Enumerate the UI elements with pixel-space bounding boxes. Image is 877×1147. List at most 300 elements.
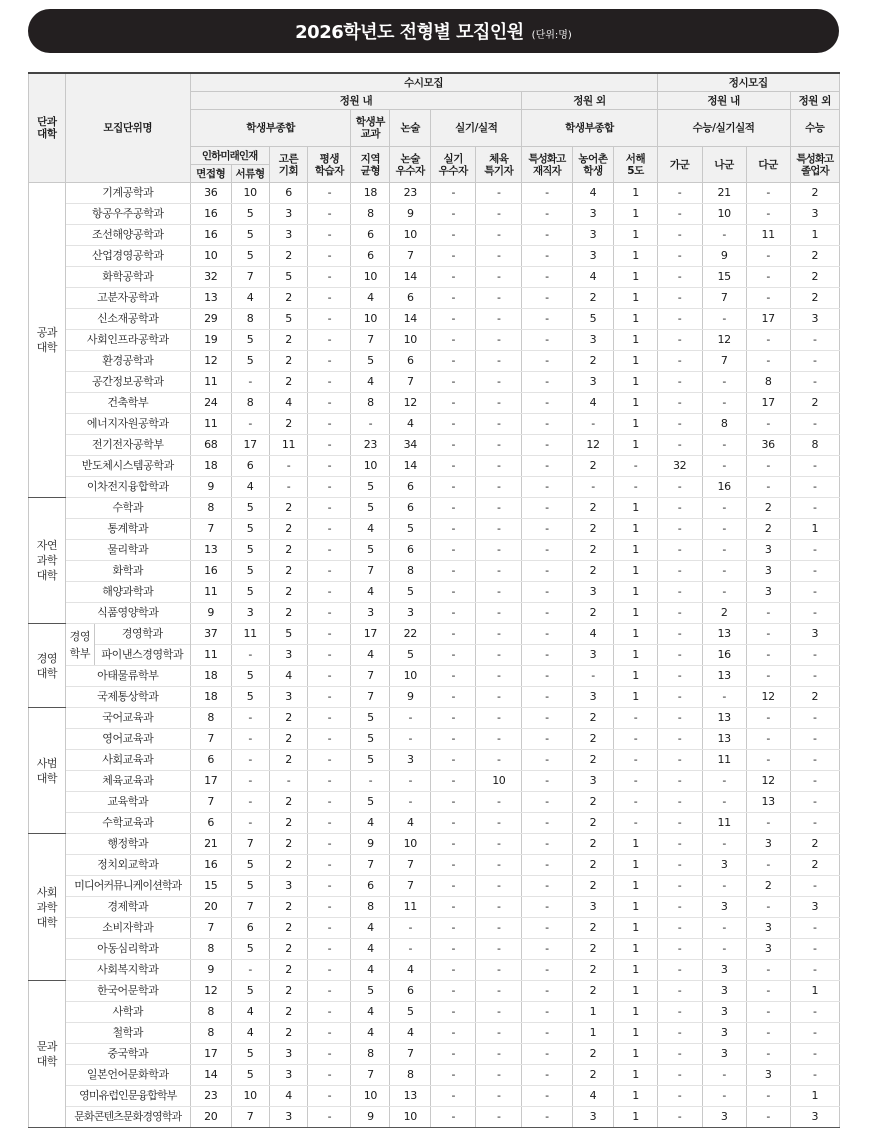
unit-name: 철학과 bbox=[65, 1023, 190, 1044]
count-cell: - bbox=[476, 897, 522, 918]
count-cell: - bbox=[308, 582, 351, 603]
count-cell: 29 bbox=[190, 309, 231, 330]
count-cell: 4 bbox=[572, 183, 614, 204]
hdr-teukseong-jaejik: 특성화고 재직자 bbox=[522, 147, 572, 183]
count-cell: 2 bbox=[269, 372, 308, 393]
count-cell: - bbox=[308, 813, 351, 834]
hdr-hakgyo: 학생부 교과 bbox=[351, 110, 390, 147]
count-cell: 11 bbox=[702, 813, 746, 834]
unit-name: 행정학과 bbox=[65, 834, 190, 855]
count-cell: 2 bbox=[790, 183, 839, 204]
count-cell: 5 bbox=[572, 309, 614, 330]
count-cell: 5 bbox=[351, 708, 390, 729]
count-cell: - bbox=[390, 708, 431, 729]
count-cell: 2 bbox=[269, 813, 308, 834]
count-cell: 5 bbox=[231, 225, 269, 246]
count-cell: 7 bbox=[190, 792, 231, 813]
count-cell: - bbox=[790, 540, 839, 561]
count-cell: 3 bbox=[746, 540, 790, 561]
unit-name: 이차전지융합학과 bbox=[65, 477, 190, 498]
count-cell: - bbox=[657, 414, 702, 435]
count-cell: 2 bbox=[269, 792, 308, 813]
count-cell: 7 bbox=[390, 1044, 431, 1065]
count-cell: 19 bbox=[190, 330, 231, 351]
count-cell: - bbox=[431, 456, 476, 477]
table-row bbox=[29, 1002, 840, 1023]
count-cell: 7 bbox=[190, 918, 231, 939]
count-cell: 5 bbox=[390, 1002, 431, 1023]
hdr-ga: 가군 bbox=[657, 147, 702, 183]
count-cell: - bbox=[572, 477, 614, 498]
count-cell: - bbox=[657, 309, 702, 330]
count-cell: - bbox=[308, 603, 351, 624]
unit-name: 수학과 bbox=[65, 498, 190, 519]
count-cell: - bbox=[657, 372, 702, 393]
count-cell: 5 bbox=[231, 351, 269, 372]
unit-name: 소비자학과 bbox=[65, 918, 190, 939]
count-cell: - bbox=[351, 771, 390, 792]
count-cell: - bbox=[790, 582, 839, 603]
count-cell: 1 bbox=[572, 1023, 614, 1044]
count-cell: - bbox=[657, 876, 702, 897]
unit-name: 영어교육과 bbox=[65, 729, 190, 750]
unit-name: 식품영양학과 bbox=[65, 603, 190, 624]
count-cell: - bbox=[790, 960, 839, 981]
count-cell: - bbox=[476, 876, 522, 897]
count-cell: - bbox=[431, 624, 476, 645]
count-cell: 3 bbox=[746, 561, 790, 582]
count-cell: - bbox=[431, 813, 476, 834]
count-cell: - bbox=[231, 792, 269, 813]
count-cell: 3 bbox=[790, 1107, 839, 1128]
table-row bbox=[29, 204, 840, 225]
count-cell: 2 bbox=[572, 603, 614, 624]
count-cell: 7 bbox=[390, 876, 431, 897]
count-cell: - bbox=[522, 561, 572, 582]
count-cell: 5 bbox=[351, 477, 390, 498]
count-cell: - bbox=[308, 960, 351, 981]
count-cell: - bbox=[351, 414, 390, 435]
count-cell: 3 bbox=[572, 687, 614, 708]
count-cell: 24 bbox=[190, 393, 231, 414]
count-cell: - bbox=[657, 1023, 702, 1044]
count-cell: - bbox=[476, 1086, 522, 1107]
count-cell: 17 bbox=[190, 771, 231, 792]
count-cell: - bbox=[657, 750, 702, 771]
count-cell: 2 bbox=[269, 1023, 308, 1044]
count-cell: - bbox=[522, 981, 572, 1002]
count-cell: 9 bbox=[190, 477, 231, 498]
count-cell: 1 bbox=[614, 1023, 657, 1044]
count-cell: 17 bbox=[190, 1044, 231, 1065]
count-cell: 13 bbox=[702, 624, 746, 645]
count-cell: 1 bbox=[614, 1107, 657, 1128]
unit-name: 중국학과 bbox=[65, 1044, 190, 1065]
count-cell: - bbox=[431, 918, 476, 939]
count-cell: - bbox=[746, 1044, 790, 1065]
count-cell: 3 bbox=[572, 582, 614, 603]
count-cell: - bbox=[702, 582, 746, 603]
count-cell: - bbox=[657, 918, 702, 939]
count-cell: 4 bbox=[351, 519, 390, 540]
college-name: 사범 대학 bbox=[29, 708, 66, 834]
hdr-teukseong-jol: 특성화고 졸업자 bbox=[790, 147, 839, 183]
count-cell: 3 bbox=[702, 1044, 746, 1065]
count-cell: - bbox=[431, 288, 476, 309]
count-cell: 4 bbox=[351, 918, 390, 939]
count-cell: 2 bbox=[269, 498, 308, 519]
count-cell: - bbox=[572, 666, 614, 687]
count-cell: 3 bbox=[790, 204, 839, 225]
count-cell: - bbox=[390, 792, 431, 813]
count-cell: - bbox=[431, 729, 476, 750]
count-cell: 3 bbox=[746, 918, 790, 939]
count-cell: 16 bbox=[702, 477, 746, 498]
count-cell: 3 bbox=[702, 981, 746, 1002]
page-title: 2026학년도 전형별 모집인원 bbox=[295, 22, 524, 43]
count-cell: - bbox=[702, 456, 746, 477]
count-cell: 8 bbox=[231, 309, 269, 330]
count-cell: 5 bbox=[351, 981, 390, 1002]
count-cell: 8 bbox=[351, 393, 390, 414]
count-cell: 1 bbox=[614, 225, 657, 246]
count-cell: - bbox=[431, 309, 476, 330]
count-cell: - bbox=[308, 519, 351, 540]
hdr-nonsul-u: 논술 우수자 bbox=[390, 147, 431, 183]
count-cell: 7 bbox=[390, 246, 431, 267]
count-cell: - bbox=[657, 897, 702, 918]
count-cell: - bbox=[476, 813, 522, 834]
count-cell: 7 bbox=[351, 687, 390, 708]
count-cell: - bbox=[308, 834, 351, 855]
count-cell: 5 bbox=[231, 519, 269, 540]
table-row bbox=[29, 960, 840, 981]
count-cell: - bbox=[476, 351, 522, 372]
count-cell: 1 bbox=[614, 1002, 657, 1023]
unit-name: 환경공학과 bbox=[65, 351, 190, 372]
count-cell: 10 bbox=[476, 771, 522, 792]
hdr-cheyuk: 체육 특기자 bbox=[476, 147, 522, 183]
table-row bbox=[29, 351, 840, 372]
count-cell: - bbox=[390, 939, 431, 960]
hdr-jeongsi-out: 정원 외 bbox=[790, 92, 839, 110]
count-cell: 1 bbox=[614, 246, 657, 267]
count-cell: - bbox=[522, 603, 572, 624]
count-cell: 1 bbox=[614, 330, 657, 351]
count-cell: - bbox=[522, 813, 572, 834]
count-cell: 1 bbox=[614, 876, 657, 897]
count-cell: - bbox=[746, 624, 790, 645]
count-cell: 2 bbox=[790, 288, 839, 309]
college-name: 공과 대학 bbox=[29, 183, 66, 498]
count-cell: - bbox=[657, 1044, 702, 1065]
count-cell: - bbox=[614, 813, 657, 834]
count-cell: 7 bbox=[231, 267, 269, 288]
count-cell: - bbox=[522, 414, 572, 435]
count-cell: 16 bbox=[190, 855, 231, 876]
count-cell: - bbox=[308, 918, 351, 939]
table-row bbox=[29, 414, 840, 435]
count-cell: 12 bbox=[390, 393, 431, 414]
count-cell: 2 bbox=[572, 981, 614, 1002]
count-cell: - bbox=[231, 750, 269, 771]
count-cell: 11 bbox=[190, 582, 231, 603]
unit-name: 화학과 bbox=[65, 561, 190, 582]
count-cell: - bbox=[746, 960, 790, 981]
count-cell: 2 bbox=[269, 729, 308, 750]
count-cell: - bbox=[702, 1065, 746, 1086]
count-cell: - bbox=[522, 1065, 572, 1086]
count-cell: 2 bbox=[572, 1044, 614, 1065]
count-cell: - bbox=[746, 855, 790, 876]
count-cell: - bbox=[790, 330, 839, 351]
count-cell: 4 bbox=[572, 1086, 614, 1107]
table-row bbox=[29, 1044, 840, 1065]
count-cell: 68 bbox=[190, 435, 231, 456]
count-cell: - bbox=[702, 372, 746, 393]
table-row bbox=[29, 666, 840, 687]
count-cell: - bbox=[308, 1107, 351, 1128]
count-cell: - bbox=[308, 498, 351, 519]
count-cell: 1 bbox=[614, 582, 657, 603]
count-cell: - bbox=[522, 582, 572, 603]
count-cell: - bbox=[431, 519, 476, 540]
count-cell: 4 bbox=[572, 393, 614, 414]
count-cell: 7 bbox=[231, 897, 269, 918]
count-cell: - bbox=[476, 414, 522, 435]
hdr-susi-out: 정원 외 bbox=[522, 92, 657, 110]
count-cell: 6 bbox=[190, 750, 231, 771]
count-cell: 7 bbox=[702, 288, 746, 309]
count-cell: - bbox=[614, 477, 657, 498]
count-cell: 6 bbox=[351, 246, 390, 267]
count-cell: - bbox=[790, 414, 839, 435]
count-cell: - bbox=[657, 960, 702, 981]
count-cell: 11 bbox=[190, 645, 231, 666]
count-cell: - bbox=[431, 708, 476, 729]
count-cell: - bbox=[746, 897, 790, 918]
count-cell: - bbox=[231, 813, 269, 834]
count-cell: 1 bbox=[614, 939, 657, 960]
count-cell: 9 bbox=[190, 960, 231, 981]
count-cell: 1 bbox=[614, 981, 657, 1002]
count-cell: - bbox=[308, 561, 351, 582]
count-cell: - bbox=[431, 561, 476, 582]
count-cell: - bbox=[476, 225, 522, 246]
hdr-hakjong-out: 학생부종합 bbox=[522, 110, 657, 147]
count-cell: 11 bbox=[746, 225, 790, 246]
count-cell: 17 bbox=[231, 435, 269, 456]
count-cell: 7 bbox=[351, 855, 390, 876]
count-cell: - bbox=[790, 561, 839, 582]
count-cell: - bbox=[790, 729, 839, 750]
count-cell: 10 bbox=[231, 1086, 269, 1107]
count-cell: 3 bbox=[572, 330, 614, 351]
count-cell: 2 bbox=[790, 393, 839, 414]
unit-name: 물리학과 bbox=[65, 540, 190, 561]
count-cell: - bbox=[790, 939, 839, 960]
count-cell: 6 bbox=[390, 498, 431, 519]
count-cell: - bbox=[231, 645, 269, 666]
count-cell: - bbox=[790, 771, 839, 792]
count-cell: - bbox=[790, 645, 839, 666]
count-cell: 17 bbox=[746, 309, 790, 330]
count-cell: - bbox=[431, 792, 476, 813]
count-cell: - bbox=[522, 1002, 572, 1023]
count-cell: 2 bbox=[572, 540, 614, 561]
count-cell: 2 bbox=[572, 813, 614, 834]
count-cell: 1 bbox=[614, 960, 657, 981]
count-cell: - bbox=[308, 624, 351, 645]
count-cell: - bbox=[431, 876, 476, 897]
unit-name: 경제학과 bbox=[65, 897, 190, 918]
count-cell: 5 bbox=[390, 519, 431, 540]
count-cell: - bbox=[657, 855, 702, 876]
count-cell: - bbox=[308, 981, 351, 1002]
count-cell: - bbox=[308, 225, 351, 246]
count-cell: - bbox=[308, 897, 351, 918]
table-row bbox=[29, 897, 840, 918]
count-cell: - bbox=[308, 1065, 351, 1086]
count-cell: 2 bbox=[269, 288, 308, 309]
count-cell: 1 bbox=[614, 498, 657, 519]
table-row bbox=[29, 540, 840, 561]
count-cell: 2 bbox=[572, 456, 614, 477]
count-cell: 12 bbox=[746, 687, 790, 708]
count-cell: 4 bbox=[269, 1086, 308, 1107]
count-cell: 3 bbox=[572, 204, 614, 225]
count-cell: 16 bbox=[190, 561, 231, 582]
count-cell: - bbox=[657, 687, 702, 708]
count-cell: 11 bbox=[190, 414, 231, 435]
count-cell: 9 bbox=[351, 1107, 390, 1128]
count-cell: 17 bbox=[351, 624, 390, 645]
count-cell: 7 bbox=[351, 561, 390, 582]
count-cell: - bbox=[702, 519, 746, 540]
count-cell: 1 bbox=[614, 897, 657, 918]
count-cell: - bbox=[522, 939, 572, 960]
count-cell: 7 bbox=[351, 1065, 390, 1086]
count-cell: - bbox=[746, 813, 790, 834]
count-cell: - bbox=[431, 1023, 476, 1044]
count-cell: - bbox=[476, 456, 522, 477]
count-cell: - bbox=[476, 183, 522, 204]
count-cell: - bbox=[431, 897, 476, 918]
count-cell: 1 bbox=[614, 351, 657, 372]
count-cell: - bbox=[308, 1044, 351, 1065]
count-cell: 6 bbox=[390, 477, 431, 498]
count-cell: 3 bbox=[702, 1002, 746, 1023]
count-cell: - bbox=[614, 750, 657, 771]
count-cell: 5 bbox=[231, 330, 269, 351]
count-cell: - bbox=[657, 1002, 702, 1023]
table-row bbox=[29, 624, 840, 645]
count-cell: 12 bbox=[190, 351, 231, 372]
unit-name: 항공우주공학과 bbox=[65, 204, 190, 225]
table-row bbox=[29, 435, 840, 456]
subdivision-name: 경영 학부 bbox=[66, 624, 95, 665]
count-cell: 7 bbox=[231, 834, 269, 855]
count-cell: 2 bbox=[572, 288, 614, 309]
count-cell: 5 bbox=[269, 267, 308, 288]
count-cell: - bbox=[702, 771, 746, 792]
count-cell: 23 bbox=[190, 1086, 231, 1107]
count-cell: - bbox=[702, 498, 746, 519]
count-cell: 8 bbox=[351, 897, 390, 918]
count-cell: 11 bbox=[269, 435, 308, 456]
count-cell: 10 bbox=[351, 267, 390, 288]
table-row bbox=[29, 561, 840, 582]
count-cell: 3 bbox=[790, 624, 839, 645]
count-cell: - bbox=[790, 876, 839, 897]
hdr-seoryu: 서류형 bbox=[231, 165, 269, 183]
count-cell: - bbox=[431, 372, 476, 393]
count-cell: - bbox=[746, 1107, 790, 1128]
count-cell: - bbox=[476, 540, 522, 561]
count-cell: - bbox=[522, 204, 572, 225]
count-cell: 10 bbox=[231, 183, 269, 204]
count-cell: 1 bbox=[614, 267, 657, 288]
count-cell: 5 bbox=[231, 1044, 269, 1065]
count-cell: 13 bbox=[190, 540, 231, 561]
table-row bbox=[29, 1086, 840, 1107]
hdr-nonsul: 논술 bbox=[390, 110, 431, 147]
count-cell: - bbox=[308, 666, 351, 687]
count-cell: 3 bbox=[269, 687, 308, 708]
count-cell: 3 bbox=[746, 1065, 790, 1086]
unit-name: 사회인프라공학과 bbox=[65, 330, 190, 351]
col-unit-name: 모집단위명 bbox=[65, 73, 190, 183]
count-cell: - bbox=[614, 771, 657, 792]
count-cell: 18 bbox=[190, 456, 231, 477]
count-cell: - bbox=[269, 771, 308, 792]
count-cell: 10 bbox=[702, 204, 746, 225]
count-cell: - bbox=[431, 393, 476, 414]
count-cell: - bbox=[702, 561, 746, 582]
count-cell: - bbox=[657, 246, 702, 267]
count-cell: - bbox=[657, 225, 702, 246]
unit-name: 체육교육과 bbox=[65, 771, 190, 792]
table-row bbox=[29, 1107, 840, 1128]
count-cell: - bbox=[522, 183, 572, 204]
count-cell: 3 bbox=[572, 225, 614, 246]
count-cell: 18 bbox=[190, 687, 231, 708]
count-cell: 5 bbox=[390, 582, 431, 603]
count-cell: 8 bbox=[390, 561, 431, 582]
count-cell: - bbox=[614, 456, 657, 477]
count-cell: - bbox=[522, 477, 572, 498]
unit-name: 아태물류학부 bbox=[65, 666, 190, 687]
count-cell: 10 bbox=[390, 1107, 431, 1128]
count-cell: - bbox=[431, 204, 476, 225]
unit-name: 문화콘텐츠문화경영학과 bbox=[65, 1107, 190, 1128]
count-cell: 8 bbox=[190, 498, 231, 519]
unit-name: 교육학과 bbox=[65, 792, 190, 813]
count-cell: - bbox=[476, 519, 522, 540]
count-cell: 9 bbox=[390, 204, 431, 225]
count-cell: 14 bbox=[190, 1065, 231, 1086]
count-cell: - bbox=[522, 435, 572, 456]
count-cell: 14 bbox=[390, 267, 431, 288]
count-cell: 32 bbox=[190, 267, 231, 288]
count-cell: 5 bbox=[351, 792, 390, 813]
count-cell: 1 bbox=[614, 1065, 657, 1086]
count-cell: - bbox=[431, 981, 476, 1002]
count-cell: - bbox=[657, 603, 702, 624]
count-cell: 2 bbox=[572, 855, 614, 876]
table-row bbox=[29, 687, 840, 708]
unit-name: 아동심리학과 bbox=[65, 939, 190, 960]
